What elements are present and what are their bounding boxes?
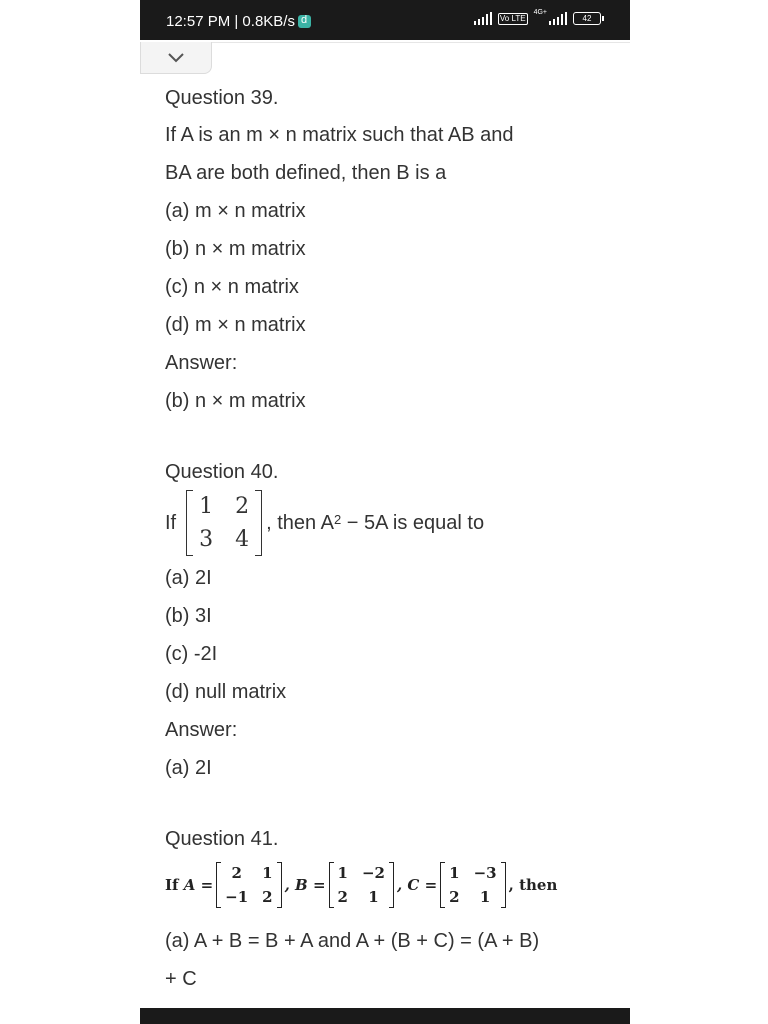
q41-c-cell: 1: [479, 888, 491, 906]
q39-answer: (b) n × m matrix: [165, 390, 306, 412]
collapse-button[interactable]: [140, 42, 212, 74]
q41-title: Question 41.: [165, 828, 279, 850]
q40-answer: (a) 2I: [165, 757, 212, 779]
q41-c-label: , C =: [396, 876, 438, 894]
q41-a-label: A =: [183, 876, 214, 894]
q39-text-line1: If A is an m × n matrix such that AB and: [165, 124, 514, 146]
q39-option-b: (b) n × m matrix: [165, 238, 306, 260]
q40-question: [165, 490, 484, 556]
q40-matrix-cell: 4: [235, 527, 250, 552]
status-bar: [140, 0, 630, 40]
q39-text-line2: BA are both defined, then B is a: [165, 162, 447, 184]
q41-c-cell: 1: [449, 864, 460, 882]
q39-option-a: (a) m × n matrix: [165, 200, 306, 222]
q40-prefix: If: [165, 511, 177, 534]
q41-matrix-a: [216, 862, 281, 908]
q40-matrix-cell: 3: [199, 527, 214, 552]
q41-option-a-line1: (a) A + B = B + A and A + (B + C) = (A + B): [165, 930, 540, 952]
q40-option-c: (c) -2I: [165, 643, 218, 665]
q41-option-a-line2: + C: [165, 968, 197, 990]
chevron-down-icon: [168, 53, 184, 63]
status-time-speed: 12:57 PM | 0.8KB/s: [166, 13, 295, 30]
q41-then: , then: [508, 876, 558, 894]
q40-option-d: (d) null matrix: [165, 681, 287, 703]
q39-answer-label: Answer:: [165, 352, 238, 374]
network-type: 4G+: [533, 9, 547, 16]
q40-option-a: (a) 2I: [165, 567, 212, 589]
q40-matrix-cell: 2: [235, 494, 250, 519]
q41-b-label: , B =: [284, 876, 326, 894]
q40-matrix: [186, 490, 262, 556]
q41-b-cell: 1: [368, 888, 379, 906]
navigation-bar: [140, 1008, 630, 1024]
q39-option-c: (c) n × n matrix: [165, 276, 299, 298]
q40-exponent: 2: [333, 511, 342, 527]
q40-answer-label: Answer:: [165, 719, 238, 741]
q40-suffix-before: , then A: [266, 511, 334, 534]
q41-a-cell: 1: [262, 864, 273, 882]
q41-a-cell: −1: [225, 888, 249, 906]
q41-c-cell: 2: [449, 888, 460, 906]
q41-b-cell: 2: [337, 888, 348, 906]
q41-b-cell: −2: [361, 864, 385, 882]
q41-question-image: [165, 862, 557, 908]
q41-b-cell: 1: [337, 864, 348, 882]
q41-matrix-b: [329, 862, 394, 908]
q40-matrix-cell: 1: [199, 494, 214, 519]
toolbar-divider: [140, 42, 630, 43]
status-icons: [474, 9, 604, 25]
data-saver-icon: [298, 15, 311, 28]
q41-a-cell: 2: [231, 864, 242, 882]
battery-icon: [573, 12, 604, 25]
q39-title: Question 39.: [165, 87, 279, 109]
signal-icon: [474, 12, 492, 25]
battery-level: 42: [573, 12, 601, 25]
q41-if: If: [165, 876, 179, 894]
q40-title: Question 40.: [165, 461, 279, 483]
q41-c-cell: −3: [473, 864, 497, 882]
status-time: [166, 13, 311, 30]
phone-screen: [140, 0, 630, 1024]
q41-a-cell: 2: [262, 888, 273, 906]
q40-suffix-after: − 5A is equal to: [341, 511, 485, 534]
volte-icon: Vo LTE: [499, 13, 526, 23]
signal-icon-2: [549, 12, 567, 25]
q39-option-d: (d) m × n matrix: [165, 314, 306, 336]
q41-matrix-c: [440, 862, 505, 908]
q40-option-b: (b) 3I: [165, 605, 212, 627]
